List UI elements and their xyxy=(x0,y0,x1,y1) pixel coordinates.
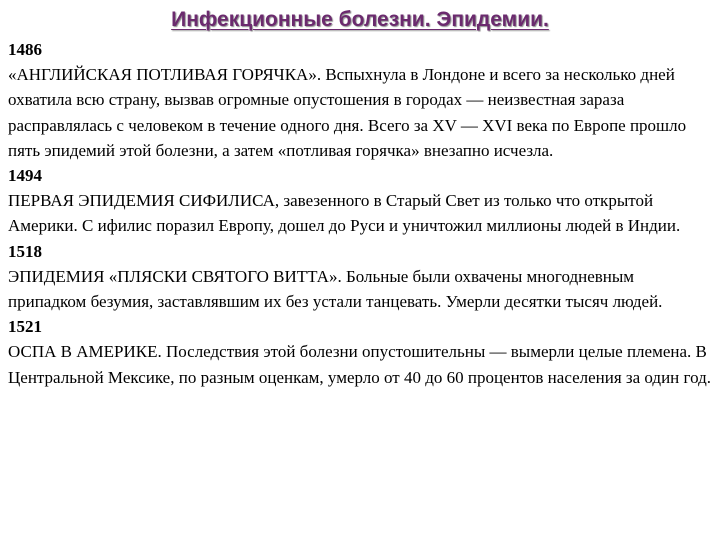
entry-1521 xyxy=(8,314,714,390)
entry-1518 xyxy=(8,239,714,315)
entry-1486 xyxy=(8,37,714,163)
entry-text: «АНГЛИЙСКАЯ ПОТЛИВАЯ ГОРЯЧКА». Вспыхнула в Лондоне и всего за несколько дней охватила всю страну, вызвав огромные опустошения в городах — неизвестная зараза расправлялась с человеком в течение одного дня. Всего за XV — XVI века по Европе прошло пять эпидемий этой болезни, а затем «потливая горячка» внезапно исчезла. xyxy=(8,65,687,160)
entry-year: 1521 xyxy=(8,317,42,337)
entry-text: ЭПИДЕМИЯ «ПЛЯСКИ СВЯТОГО ВИТТА». Больные были охвачены многодневным припадком безумия, заставлявшим их без устали танцевать. Умерли десятки тысяч людей. xyxy=(8,266,663,312)
entry-text: ОСПА В АМЕРИКЕ. Последствия этой болезни опустошительны — вымерли целые племена. В Центральной Мексике, по разным оценкам, умерло от 40 до 60 процентов населения за один год. xyxy=(8,342,711,387)
entry-1494 xyxy=(8,163,714,239)
document-body xyxy=(8,37,714,390)
entry-year: 1486 xyxy=(8,40,42,59)
entry-text: ПЕРВАЯ ЭПИДЕМИЯ СИФИЛИСА, завезенного в Старый Свет из только что открытой Америки. С ифилис поразил Европу, дошел до Руси и уничтожил миллионы людей в Индии. xyxy=(8,191,681,236)
entry-year: 1518 xyxy=(8,241,42,261)
page-title: Инфекционные болезни. Эпидемии. xyxy=(171,8,549,31)
entry-year: 1494 xyxy=(8,166,42,186)
